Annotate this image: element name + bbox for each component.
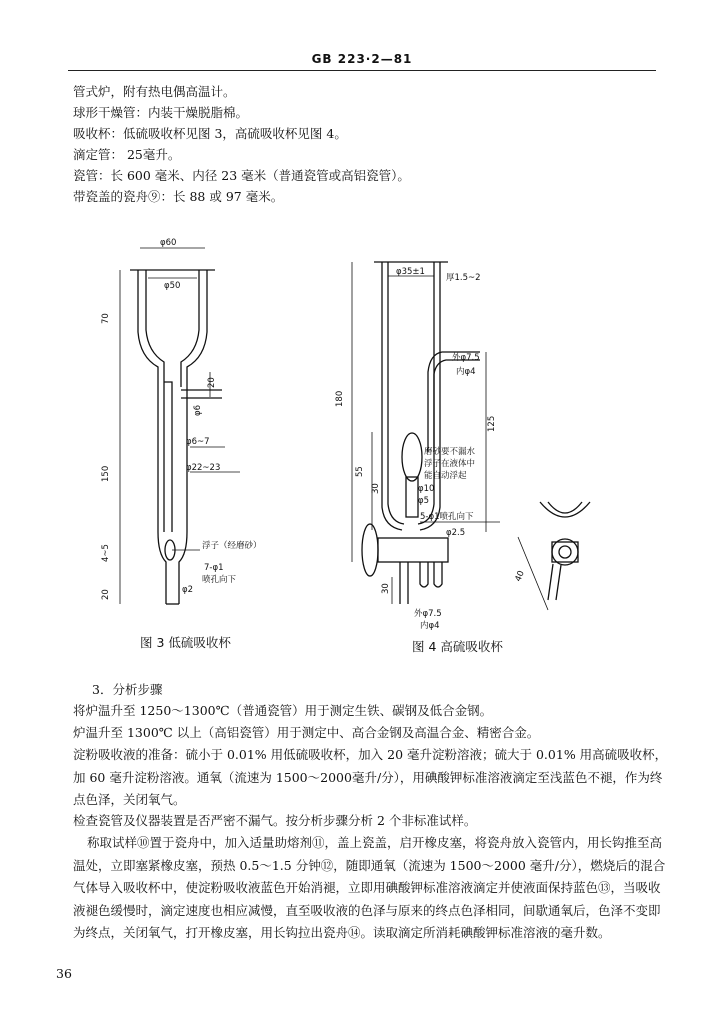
fig3-label: 20 <box>101 589 111 600</box>
paragraph: 检查瓷管及仪器装置是否严密不漏气。按分析步骤分析 2 个非标准试样。 <box>73 813 477 828</box>
fig4-label: 30 <box>371 483 381 494</box>
page-number: 36 <box>56 966 72 981</box>
fig4-label: 外φ7.5 <box>452 353 480 363</box>
fig3-label: φ22~23 <box>186 463 221 473</box>
paragraph: 淀粉吸收液的准备：硫小于 0.01% 用低硫吸收杯，加入 20 毫升淀粉溶液；硫大于 0.01% 用高硫吸收杯，加 60 毫升淀粉溶液。通氧（流速为 1500～2000毫升/分），用碘酸钾标准溶液滴定至浅蓝色不褪，作为终点色泽，关闭氧气。 <box>73 747 668 807</box>
header-rule <box>68 70 656 71</box>
fig3-label: 7-φ1 <box>204 563 224 573</box>
section-title: 3．分析步骤 <box>92 682 163 697</box>
fig4-label: 内φ4 <box>456 367 476 377</box>
fig3-label: φ2 <box>182 585 194 595</box>
fig4-label: φ35±1 <box>396 267 425 277</box>
equipment-item: 滴定管： 25毫升。 <box>73 147 181 162</box>
fig4-label: φ10 <box>418 484 435 494</box>
fig4-label: 磨砂要不漏水 <box>424 447 476 457</box>
fig3-label: φ6~7 <box>186 437 210 447</box>
fig4-caption: 图 4 高硫吸收杯 <box>412 639 503 654</box>
fig3-label: 喷孔向下 <box>202 575 237 585</box>
fig4-label: 40 <box>513 569 527 584</box>
paragraph: 称取试样⑩置于瓷舟中，加入适量助熔剂⑪，盖上瓷盖，启开橡皮塞，将瓷舟放入瓷管内，用长钩推至高温处，立即塞紧橡皮塞，预热 0.5～1.5 分钟⑫，随即通氧（流速为 1500～2000 毫升/分），燃烧后的混合气体导入吸收杯中，使淀粉吸收液蓝色开始消褪，立即用碘酸钾标准溶液滴定并使液面保持蓝色⑬，当吸收液褪色缓慢时，滴定速度也相应减慢，直至吸收液的色泽与原来的终点色泽相同，间歇通氧后，色泽不变即为终点，关闭氧气，打开橡皮塞，用长钩拉出瓷舟⑭。读取滴定所消耗碘酸钾标准溶液的毫升数。 <box>73 835 666 940</box>
equipment-item: 带瓷盖的瓷舟⑨：长 88 或 97 毫米。 <box>73 189 284 204</box>
fig3-label: φ50 <box>164 281 181 291</box>
paragraph: 将炉温升至 1250～1300℃（普通瓷管）用于测定生铁、碳钢及低合金钢。 <box>73 703 493 718</box>
fig4-label: 浮子在液体中 <box>424 459 476 469</box>
fig4-label: φ2.5 <box>446 528 466 538</box>
fig3-label: 浮子（经磨砂） <box>202 541 262 551</box>
equipment-item: 吸收杯：低硫吸收杯见图 3，高硫吸收杯见图 4。 <box>73 126 347 141</box>
fig4-label: 5-φ1喷孔向下 <box>420 512 474 522</box>
fig4-label: 180 <box>335 390 345 407</box>
equipment-item: 瓷管：长 600 毫米、内径 23 毫米（普通瓷管或高铝瓷管）。 <box>73 168 410 183</box>
fig4-label: 外φ7.5 <box>414 609 442 619</box>
fig4-label: 能自动浮起 <box>424 471 467 481</box>
fig3-label: φ60 <box>160 238 177 248</box>
equipment-item: 管式炉，附有热电偶高温计。 <box>73 84 236 99</box>
fig4-label: 55 <box>355 466 365 477</box>
fig3-label: 150 <box>101 465 111 482</box>
fig3-label: 70 <box>101 313 111 324</box>
figure-area <box>0 232 724 662</box>
fig4-label: 内φ4 <box>420 621 440 631</box>
fig4-label: 厚1.5~2 <box>446 273 481 283</box>
equipment-item: 球形干燥管：内装干燥脱脂棉。 <box>73 105 249 120</box>
page-header-code: GB 223·2—81 <box>311 52 413 66</box>
fig4-label: 30 <box>381 583 391 594</box>
fig4-drawing <box>352 262 590 610</box>
absorption-cup-diagrams <box>0 232 724 662</box>
paragraph: 炉温升至 1300℃ 以上（高铝瓷管）用于测定中、高合金钢及高温合金、精密合金。 <box>73 725 540 740</box>
fig3-label: 20 <box>207 377 217 388</box>
fig3-caption: 图 3 低硫吸收杯 <box>140 635 231 650</box>
fig3-label: φ6 <box>193 404 203 416</box>
fig3-label: 4~5 <box>101 544 111 562</box>
fig4-label: 125 <box>487 415 497 432</box>
fig4-label: φ5 <box>418 496 430 506</box>
